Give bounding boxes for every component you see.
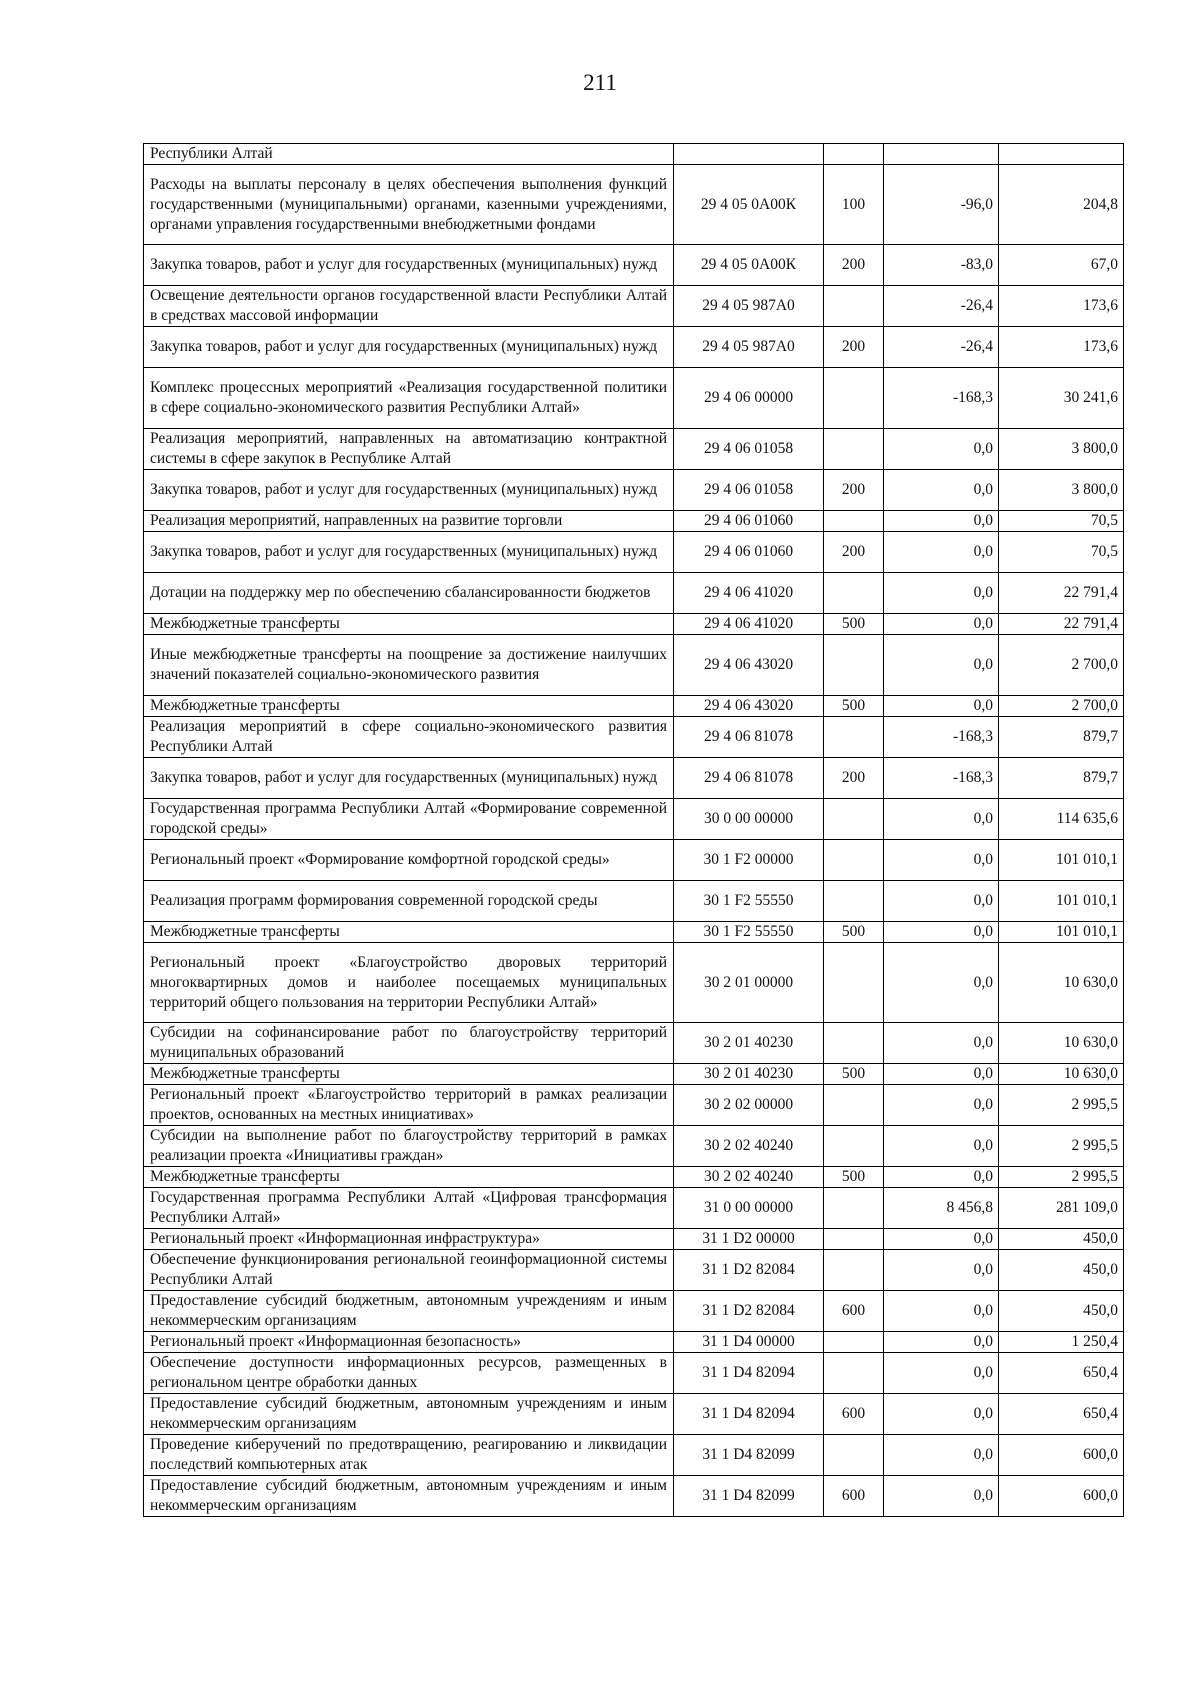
row-change-amount: 8 456,8 — [884, 1188, 999, 1229]
row-expense-type — [824, 799, 884, 840]
row-expense-type — [824, 1353, 884, 1394]
row-code: 29 4 06 01060 — [674, 532, 824, 573]
row-change-amount: 0,0 — [884, 532, 999, 573]
table-row — [144, 1394, 1124, 1435]
row-change-amount: -168,3 — [884, 717, 999, 758]
row-name: Закупка товаров, работ и услуг для государственных (муниципальных) нужд — [144, 470, 674, 511]
row-total-amount: 67,0 — [999, 245, 1124, 286]
row-code: 29 4 06 01058 — [674, 429, 824, 470]
row-name: Освещение деятельности органов государственной власти Республики Алтай в средствах массовой информации — [144, 286, 674, 327]
row-name: Государственная программа Республики Алтай «Цифровая трансформация Республики Алтай» — [144, 1188, 674, 1229]
row-change-amount: 0,0 — [884, 1291, 999, 1332]
row-total-amount — [999, 144, 1124, 165]
row-code: 30 0 00 00000 — [674, 799, 824, 840]
row-total-amount: 2 995,5 — [999, 1085, 1124, 1126]
table-row — [144, 1250, 1124, 1291]
row-code: 29 4 06 01058 — [674, 470, 824, 511]
row-total-amount: 3 800,0 — [999, 470, 1124, 511]
row-expense-type: 600 — [824, 1476, 884, 1517]
table-row — [144, 165, 1124, 245]
row-expense-type — [824, 144, 884, 165]
table-row — [144, 799, 1124, 840]
row-name: Субсидии на софинансирование работ по благоустройству территорий муниципальных образований — [144, 1023, 674, 1064]
row-expense-type: 500 — [824, 614, 884, 635]
row-change-amount: 0,0 — [884, 696, 999, 717]
row-expense-type: 200 — [824, 327, 884, 368]
row-total-amount: 114 635,6 — [999, 799, 1124, 840]
row-code: 31 1 D4 00000 — [674, 1332, 824, 1353]
row-expense-type — [824, 881, 884, 922]
row-code: 29 4 06 43020 — [674, 696, 824, 717]
row-change-amount: 0,0 — [884, 1394, 999, 1435]
row-code: 31 1 D4 82094 — [674, 1394, 824, 1435]
row-code: 29 4 05 0А00К — [674, 245, 824, 286]
row-code: 30 1 F2 55550 — [674, 922, 824, 943]
row-expense-type — [824, 1229, 884, 1250]
row-total-amount: 22 791,4 — [999, 614, 1124, 635]
row-name: Региональный проект «Благоустройство дворовых территорий многоквартирных домов и наиболее посещаемых муниципальных территорий общего пользования на территории Республики Алтай» — [144, 943, 674, 1023]
table-row — [144, 1332, 1124, 1353]
row-change-amount: 0,0 — [884, 1085, 999, 1126]
row-total-amount: 173,6 — [999, 286, 1124, 327]
row-code: 29 4 06 41020 — [674, 614, 824, 635]
table-body — [144, 144, 1124, 1517]
row-change-amount: 0,0 — [884, 635, 999, 696]
table-row — [144, 614, 1124, 635]
row-name: Проведение киберучений по предотвращению, реагированию и ликвидации последствий компьютерных атак — [144, 1435, 674, 1476]
table-row — [144, 1167, 1124, 1188]
row-change-amount: 0,0 — [884, 1023, 999, 1064]
table-row — [144, 286, 1124, 327]
row-code: 29 4 06 00000 — [674, 368, 824, 429]
table-row — [144, 429, 1124, 470]
row-name: Субсидии на выполнение работ по благоустройству территорий в рамках реализации проекта «Инициативы граждан» — [144, 1126, 674, 1167]
row-code: 31 1 D4 82099 — [674, 1435, 824, 1476]
row-code: 29 4 06 01060 — [674, 511, 824, 532]
row-name: Межбюджетные трансферты — [144, 922, 674, 943]
row-change-amount: 0,0 — [884, 1332, 999, 1353]
row-expense-type: 200 — [824, 758, 884, 799]
table-row — [144, 511, 1124, 532]
row-change-amount: 0,0 — [884, 470, 999, 511]
table-row — [144, 368, 1124, 429]
row-expense-type — [824, 429, 884, 470]
table-row — [144, 532, 1124, 573]
row-total-amount: 2 995,5 — [999, 1167, 1124, 1188]
row-code: 31 1 D4 82094 — [674, 1353, 824, 1394]
row-total-amount: 650,4 — [999, 1353, 1124, 1394]
row-code: 31 1 D2 82084 — [674, 1250, 824, 1291]
row-name: Реализация мероприятий в сфере социально-экономического развития Республики Алтай — [144, 717, 674, 758]
row-total-amount: 173,6 — [999, 327, 1124, 368]
row-name: Реализация программ формирования современной городской среды — [144, 881, 674, 922]
row-total-amount: 450,0 — [999, 1250, 1124, 1291]
table-row — [144, 1085, 1124, 1126]
row-change-amount: 0,0 — [884, 799, 999, 840]
row-name: Государственная программа Республики Алтай «Формирование современной городской среды» — [144, 799, 674, 840]
table-row — [144, 327, 1124, 368]
row-total-amount: 879,7 — [999, 717, 1124, 758]
row-code: 30 2 02 40240 — [674, 1126, 824, 1167]
table-row — [144, 1023, 1124, 1064]
row-code: 31 1 D4 82099 — [674, 1476, 824, 1517]
table-row — [144, 1126, 1124, 1167]
table-row — [144, 717, 1124, 758]
row-code: 30 2 02 00000 — [674, 1085, 824, 1126]
row-total-amount: 10 630,0 — [999, 1064, 1124, 1085]
table-row — [144, 758, 1124, 799]
row-code: 31 1 D2 00000 — [674, 1229, 824, 1250]
row-expense-type — [824, 1250, 884, 1291]
row-total-amount: 70,5 — [999, 532, 1124, 573]
row-code: 29 4 06 81078 — [674, 758, 824, 799]
row-total-amount: 10 630,0 — [999, 1023, 1124, 1064]
table-row — [144, 1229, 1124, 1250]
page-number: 211 — [583, 70, 617, 95]
row-change-amount: 0,0 — [884, 922, 999, 943]
row-code: 29 4 06 43020 — [674, 635, 824, 696]
row-expense-type: 500 — [824, 922, 884, 943]
row-name: Межбюджетные трансферты — [144, 1167, 674, 1188]
row-expense-type — [824, 1023, 884, 1064]
row-name: Дотации на поддержку мер по обеспечению сбалансированности бюджетов — [144, 573, 674, 614]
row-name: Комплекс процессных мероприятий «Реализация государственной политики в сфере социально-экономического развития Республики Алтай» — [144, 368, 674, 429]
table-row — [144, 922, 1124, 943]
row-name: Иные межбюджетные трансферты на поощрение за достижение наилучших значений показателей социально-экономического развития — [144, 635, 674, 696]
table-row — [144, 696, 1124, 717]
row-code: 30 2 01 40230 — [674, 1064, 824, 1085]
row-change-amount: 0,0 — [884, 943, 999, 1023]
row-name: Межбюджетные трансферты — [144, 1064, 674, 1085]
row-change-amount — [884, 144, 999, 165]
row-name: Региональный проект «Формирование комфортной городской среды» — [144, 840, 674, 881]
row-name: Межбюджетные трансферты — [144, 614, 674, 635]
row-change-amount: -83,0 — [884, 245, 999, 286]
row-expense-type: 200 — [824, 245, 884, 286]
table-row — [144, 1476, 1124, 1517]
row-expense-type — [824, 1188, 884, 1229]
row-total-amount: 450,0 — [999, 1291, 1124, 1332]
row-name: Предоставление субсидий бюджетным, автономным учреждениям и иным некоммерческим организациям — [144, 1476, 674, 1517]
row-change-amount: 0,0 — [884, 840, 999, 881]
row-expense-type — [824, 717, 884, 758]
row-total-amount: 101 010,1 — [999, 840, 1124, 881]
row-total-amount: 1 250,4 — [999, 1332, 1124, 1353]
row-name: Закупка товаров, работ и услуг для государственных (муниципальных) нужд — [144, 532, 674, 573]
row-expense-type: 500 — [824, 696, 884, 717]
table-row — [144, 635, 1124, 696]
row-code — [674, 144, 824, 165]
row-name: Региональный проект «Благоустройство территорий в рамках реализации проектов, основанных на местных инициативах» — [144, 1085, 674, 1126]
table-row — [144, 943, 1124, 1023]
row-code: 29 4 06 81078 — [674, 717, 824, 758]
row-change-amount: 0,0 — [884, 1167, 999, 1188]
row-total-amount: 30 241,6 — [999, 368, 1124, 429]
row-total-amount: 600,0 — [999, 1435, 1124, 1476]
table-row — [144, 1435, 1124, 1476]
row-change-amount: -96,0 — [884, 165, 999, 245]
table-row — [144, 881, 1124, 922]
row-expense-type: 500 — [824, 1064, 884, 1085]
table-row — [144, 573, 1124, 614]
row-name: Закупка товаров, работ и услуг для государственных (муниципальных) нужд — [144, 245, 674, 286]
row-total-amount: 879,7 — [999, 758, 1124, 799]
row-change-amount: -26,4 — [884, 286, 999, 327]
row-code: 30 1 F2 55550 — [674, 881, 824, 922]
row-expense-type: 200 — [824, 470, 884, 511]
row-total-amount: 2 995,5 — [999, 1126, 1124, 1167]
row-total-amount: 3 800,0 — [999, 429, 1124, 470]
row-total-amount: 10 630,0 — [999, 943, 1124, 1023]
row-name: Республики Алтай — [144, 144, 674, 165]
row-expense-type — [824, 1435, 884, 1476]
row-expense-type: 500 — [824, 1167, 884, 1188]
table-row — [144, 1188, 1124, 1229]
row-name: Предоставление субсидий бюджетным, автономным учреждениям и иным некоммерческим организациям — [144, 1394, 674, 1435]
row-change-amount: -168,3 — [884, 758, 999, 799]
row-expense-type — [824, 635, 884, 696]
row-change-amount: -26,4 — [884, 327, 999, 368]
row-code: 29 4 06 41020 — [674, 573, 824, 614]
row-code: 31 0 00 00000 — [674, 1188, 824, 1229]
row-code: 31 1 D2 82084 — [674, 1291, 824, 1332]
row-change-amount: 0,0 — [884, 1476, 999, 1517]
row-expense-type — [824, 840, 884, 881]
row-name: Закупка товаров, работ и услуг для государственных (муниципальных) нужд — [144, 758, 674, 799]
row-change-amount: 0,0 — [884, 1250, 999, 1291]
row-code: 30 2 01 40230 — [674, 1023, 824, 1064]
row-change-amount: 0,0 — [884, 1353, 999, 1394]
row-expense-type — [824, 286, 884, 327]
row-total-amount: 70,5 — [999, 511, 1124, 532]
row-expense-type: 100 — [824, 165, 884, 245]
row-change-amount: 0,0 — [884, 1126, 999, 1167]
table-row — [144, 1291, 1124, 1332]
row-total-amount: 650,4 — [999, 1394, 1124, 1435]
row-expense-type — [824, 1332, 884, 1353]
row-total-amount: 600,0 — [999, 1476, 1124, 1517]
row-total-amount: 2 700,0 — [999, 635, 1124, 696]
row-name: Обеспечение функционирования региональной геоинформационной системы Республики Алтай — [144, 1250, 674, 1291]
row-total-amount: 204,8 — [999, 165, 1124, 245]
row-name: Межбюджетные трансферты — [144, 696, 674, 717]
row-change-amount: 0,0 — [884, 573, 999, 614]
row-name: Региональный проект «Информационная безопасность» — [144, 1332, 674, 1353]
row-name: Обеспечение доступности информационных ресурсов, размещенных в региональном центре обработки данных — [144, 1353, 674, 1394]
row-code: 29 4 05 987А0 — [674, 327, 824, 368]
row-change-amount: 0,0 — [884, 881, 999, 922]
row-name: Закупка товаров, работ и услуг для государственных (муниципальных) нужд — [144, 327, 674, 368]
table-row — [144, 144, 1124, 165]
row-change-amount: 0,0 — [884, 1435, 999, 1476]
budget-table — [143, 143, 1124, 1517]
table-row — [144, 1064, 1124, 1085]
row-expense-type — [824, 943, 884, 1023]
row-total-amount: 281 109,0 — [999, 1188, 1124, 1229]
table-row — [144, 470, 1124, 511]
row-name: Региональный проект «Информационная инфраструктура» — [144, 1229, 674, 1250]
table-row — [144, 245, 1124, 286]
row-change-amount: 0,0 — [884, 429, 999, 470]
row-expense-type: 600 — [824, 1291, 884, 1332]
row-total-amount: 101 010,1 — [999, 881, 1124, 922]
row-change-amount: 0,0 — [884, 511, 999, 532]
row-total-amount: 101 010,1 — [999, 922, 1124, 943]
row-code: 30 2 01 00000 — [674, 943, 824, 1023]
row-total-amount: 22 791,4 — [999, 573, 1124, 614]
row-expense-type — [824, 511, 884, 532]
row-code: 29 4 05 987А0 — [674, 286, 824, 327]
row-expense-type — [824, 573, 884, 614]
row-code: 30 1 F2 00000 — [674, 840, 824, 881]
row-change-amount: 0,0 — [884, 1064, 999, 1085]
row-expense-type — [824, 1126, 884, 1167]
row-total-amount: 450,0 — [999, 1229, 1124, 1250]
table-row — [144, 1353, 1124, 1394]
row-total-amount: 2 700,0 — [999, 696, 1124, 717]
row-code: 29 4 05 0А00К — [674, 165, 824, 245]
row-expense-type: 200 — [824, 532, 884, 573]
row-name: Реализация мероприятий, направленных на автоматизацию контрактной системы в сфере закупок в Республике Алтай — [144, 429, 674, 470]
row-expense-type — [824, 1085, 884, 1126]
row-change-amount: 0,0 — [884, 614, 999, 635]
row-change-amount: 0,0 — [884, 1229, 999, 1250]
row-code: 30 2 02 40240 — [674, 1167, 824, 1188]
row-change-amount: -168,3 — [884, 368, 999, 429]
row-name: Предоставление субсидий бюджетным, автономным учреждениям и иным некоммерческим организациям — [144, 1291, 674, 1332]
row-name: Реализация мероприятий, направленных на развитие торговли — [144, 511, 674, 532]
row-name: Расходы на выплаты персоналу в целях обеспечения выполнения функций государственными (муниципальными) органами, казенными учреждениями, органами управления государственными внебюджетными фондами — [144, 165, 674, 245]
table-row — [144, 840, 1124, 881]
row-expense-type: 600 — [824, 1394, 884, 1435]
row-expense-type — [824, 368, 884, 429]
